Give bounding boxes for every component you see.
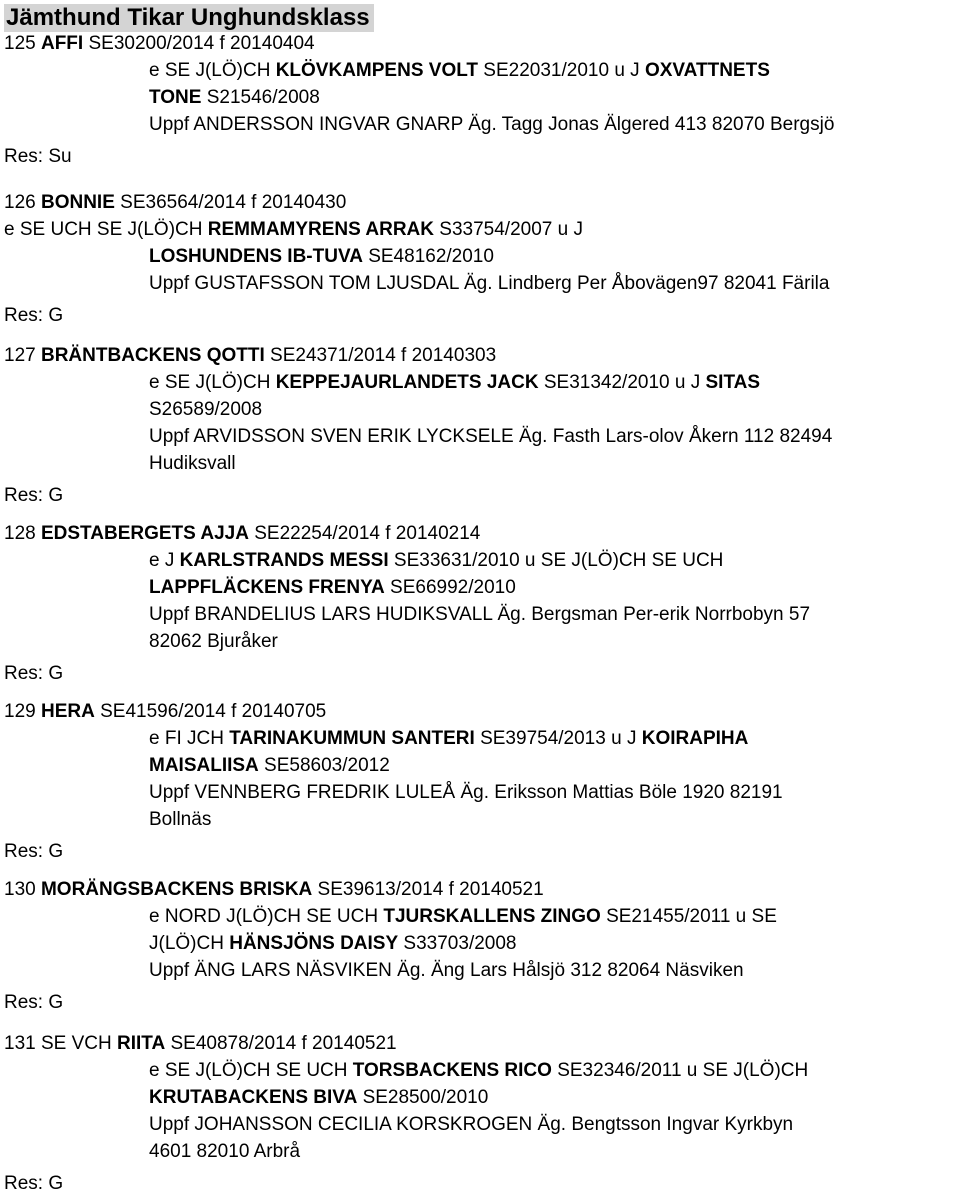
dog-name: TJURSKALLENS ZINGO — [383, 906, 601, 927]
page-title: Jämthund Tikar Unghundsklass — [4, 4, 374, 32]
entry-text: SE24371/2014 f 20140303 — [264, 345, 497, 366]
entry-text: e SE UCH SE J(LÖ)CH — [4, 219, 208, 240]
entry-detail-line — [4, 547, 954, 574]
entry-detail-line — [4, 270, 954, 297]
entry-text: 131 SE VCH — [4, 1033, 117, 1054]
entry-detail-line — [4, 628, 954, 655]
entry-detail-line — [4, 1084, 954, 1111]
entry-text: 126 — [4, 192, 41, 213]
dog-name: RIITA — [117, 1033, 166, 1054]
entry-text: SE39754/2013 u J — [474, 728, 642, 749]
dog-name: BONNIE — [40, 192, 115, 213]
result-label: Res: Su — [4, 146, 72, 167]
entry-text: 4601 82010 Arbrå — [149, 1141, 301, 1162]
dog-entry — [4, 1030, 954, 1197]
entry-text: SE39613/2014 f 20140521 — [312, 879, 544, 900]
dog-name: KLÖVKAMPENS VOLT — [275, 60, 479, 81]
entry-detail-line — [4, 930, 954, 957]
entry-text: e J — [149, 550, 180, 571]
entry-heading — [4, 30, 954, 57]
entry-text: e NORD J(LÖ)CH SE UCH — [149, 906, 384, 927]
entry-text: SE41596/2014 f 20140705 — [94, 701, 327, 722]
dog-name: KARLSTRANDS MESSI — [179, 550, 389, 571]
entry-detail-line — [4, 216, 954, 243]
entry-detail-line — [4, 57, 954, 84]
entry-text: e SE J(LÖ)CH — [149, 372, 276, 393]
entry-detail-line — [4, 1057, 954, 1084]
entry-detail-line — [4, 752, 954, 779]
entry-detail-line — [4, 84, 954, 111]
entry-heading — [4, 342, 954, 369]
entry-text: 129 — [4, 701, 41, 722]
entry-text: Uppf ÄNG LARS NÄSVIKEN Äg. Äng Lars Hålsjö 312 82064 Näsviken — [149, 960, 744, 981]
entry-text: e SE J(LÖ)CH — [149, 60, 276, 81]
dog-name: AFFI — [40, 33, 84, 54]
dog-name: HERA — [40, 701, 95, 722]
result-label: Res: G — [4, 305, 64, 326]
entry-detail-line — [4, 779, 954, 806]
entry-heading — [4, 698, 954, 725]
dog-name: KOIRAPIHA — [641, 728, 749, 749]
entry-text: SE58603/2012 — [258, 755, 390, 776]
entry-detail-line — [4, 574, 954, 601]
entry-text: SE28500/2010 — [357, 1087, 489, 1108]
result-label: Res: G — [4, 485, 64, 506]
dog-entry — [4, 30, 954, 170]
dog-entry — [4, 189, 954, 329]
entry-detail-line — [4, 806, 954, 833]
entry-detail-line — [4, 725, 954, 752]
entry-text: 125 — [4, 33, 41, 54]
entry-text: Uppf ANDERSSON INGVAR GNARP Äg. Tagg Jonas Älgered 413 82070 Bergsjö — [149, 114, 835, 135]
dog-name: TONE — [149, 87, 202, 108]
entry-detail-line — [4, 369, 954, 396]
entry-detail-line — [4, 243, 954, 270]
entry-text: SE22031/2010 u J — [478, 60, 645, 81]
dog-name: KRUTABACKENS BIVA — [149, 1087, 358, 1108]
entry-text: Uppf GUSTAFSSON TOM LJUSDAL Äg. Lindberg Per Åbovägen97 82041 Färila — [149, 273, 830, 294]
entry-text: SE22254/2014 f 20140214 — [248, 523, 481, 544]
result-label: Res: G — [4, 992, 64, 1013]
entry-text: Uppf BRANDELIUS LARS HUDIKSVALL Äg. Bergsman Per-erik Norrbobyn 57 — [149, 604, 811, 625]
dog-name: OXVATTNETS — [644, 60, 770, 81]
dog-name: LOSHUNDENS IB-TUVA — [149, 246, 363, 267]
entry-detail-line — [4, 450, 954, 477]
entry-text: SE31342/2010 u J — [538, 372, 706, 393]
dog-entry — [4, 876, 954, 1016]
entry-detail-line — [4, 601, 954, 628]
entry-text: S21546/2008 — [201, 87, 320, 108]
entry-text: Bollnäs — [149, 809, 212, 830]
entry-text: SE66992/2010 — [384, 577, 516, 598]
entry-detail-line — [4, 903, 954, 930]
dog-name: MORÄNGSBACKENS BRISKA — [40, 879, 313, 900]
dog-entry — [4, 520, 954, 687]
entry-heading — [4, 520, 954, 547]
entry-text: S26589/2008 — [149, 399, 263, 420]
dog-name: REMMAMYRENS ARRAK — [207, 219, 435, 240]
entry-text: 82062 Bjuråker — [149, 631, 278, 652]
entry-text: SE30200/2014 f 20140404 — [83, 33, 315, 54]
dog-name: HÄNSJÖNS DAISY — [229, 933, 399, 954]
dog-entry — [4, 698, 954, 865]
dog-name: EDSTABERGETS AJJA — [40, 523, 249, 544]
entry-detail-line — [4, 111, 954, 138]
entry-text: J(LÖ)CH — [149, 933, 230, 954]
entry-detail-line — [4, 1138, 954, 1165]
entry-text: Uppf ARVIDSSON SVEN ERIK LYCKSELE Äg. Fasth Lars-olov Åkern 112 82494 — [149, 426, 833, 447]
entry-text: SE21455/2011 u SE — [600, 906, 777, 927]
entry-text: SE32346/2011 u SE J(LÖ)CH — [551, 1060, 809, 1081]
entry-heading — [4, 189, 954, 216]
entry-text: SE40878/2014 f 20140521 — [165, 1033, 397, 1054]
dog-entry — [4, 342, 954, 509]
entry-text: SE33631/2010 u SE J(LÖ)CH SE UCH — [388, 550, 724, 571]
entry-text: Uppf VENNBERG FREDRIK LULEÅ Äg. Eriksson Mattias Böle 1920 82191 — [149, 782, 783, 803]
entry-text: e SE J(LÖ)CH SE UCH — [149, 1060, 353, 1081]
entry-detail-line — [4, 957, 954, 984]
result-label: Res: G — [4, 663, 64, 684]
entry-text: SE48162/2010 — [362, 246, 494, 267]
entry-text: S33754/2007 u J — [434, 219, 583, 240]
dog-name: BRÄNTBACKENS QOTTI — [40, 345, 265, 366]
dog-name: LAPPFLÄCKENS FRENYA — [149, 577, 385, 598]
dog-name: TARINAKUMMUN SANTERI — [229, 728, 475, 749]
entry-heading — [4, 876, 954, 903]
entry-heading — [4, 1030, 954, 1057]
result-label: Res: G — [4, 1173, 64, 1194]
entry-text: 128 — [4, 523, 41, 544]
dog-name: KEPPEJAURLANDETS JACK — [275, 372, 539, 393]
result-label: Res: G — [4, 841, 64, 862]
entry-detail-line — [4, 423, 954, 450]
entry-text: SE36564/2014 f 20140430 — [114, 192, 347, 213]
entry-text: Hudiksvall — [149, 453, 236, 474]
entry-detail-line — [4, 396, 954, 423]
entry-text: e FI JCH — [149, 728, 230, 749]
entry-text: S33703/2008 — [398, 933, 517, 954]
entry-detail-line — [4, 1111, 954, 1138]
entry-text: 130 — [4, 879, 41, 900]
entry-text: Uppf JOHANSSON CECILIA KORSKROGEN Äg. Bengtsson Ingvar Kyrkbyn — [149, 1114, 794, 1135]
dog-name: MAISALIISA — [149, 755, 259, 776]
entry-text: 127 — [4, 345, 41, 366]
dog-name: TORSBACKENS RICO — [352, 1060, 552, 1081]
dog-name: SITAS — [705, 372, 761, 393]
